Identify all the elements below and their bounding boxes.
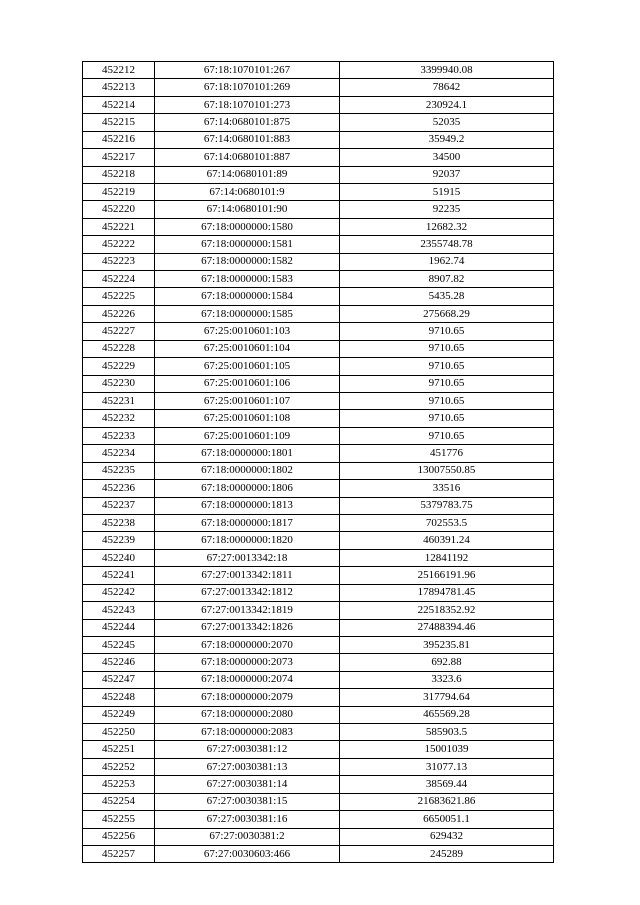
value-cell: 629432 bbox=[340, 828, 554, 845]
value-cell: 1962.74 bbox=[340, 253, 554, 270]
cadastral-number-cell: 67:14:0680101:887 bbox=[155, 149, 340, 166]
table-row bbox=[83, 654, 554, 671]
cadastral-number-cell: 67:18:0000000:2083 bbox=[155, 724, 340, 741]
row-number-cell: 452257 bbox=[83, 845, 155, 862]
row-number-cell: 452227 bbox=[83, 323, 155, 340]
cadastral-number-cell: 67:25:0010601:104 bbox=[155, 340, 340, 357]
value-cell: 465569.28 bbox=[340, 706, 554, 723]
cadastral-number-cell: 67:27:0030381:15 bbox=[155, 793, 340, 810]
cadastral-number-cell: 67:27:0013342:1819 bbox=[155, 602, 340, 619]
row-number-cell: 452250 bbox=[83, 724, 155, 741]
table-row bbox=[83, 724, 554, 741]
value-cell: 3399940.08 bbox=[340, 62, 554, 79]
table-row bbox=[83, 340, 554, 357]
row-number-cell: 452221 bbox=[83, 218, 155, 235]
cadastral-number-cell: 67:18:0000000:1582 bbox=[155, 253, 340, 270]
table-row bbox=[83, 811, 554, 828]
table-row bbox=[83, 636, 554, 653]
value-cell: 13007550.85 bbox=[340, 462, 554, 479]
table-row bbox=[83, 149, 554, 166]
row-number-cell: 452220 bbox=[83, 201, 155, 218]
value-cell: 8907.82 bbox=[340, 271, 554, 288]
cadastral-number-cell: 67:18:0000000:1584 bbox=[155, 288, 340, 305]
cadastral-number-cell: 67:27:0013342:18 bbox=[155, 549, 340, 566]
cadastral-number-cell: 67:18:0000000:1813 bbox=[155, 497, 340, 514]
table-row bbox=[83, 584, 554, 601]
row-number-cell: 452242 bbox=[83, 584, 155, 601]
value-cell: 51915 bbox=[340, 183, 554, 200]
value-cell: 317794.64 bbox=[340, 689, 554, 706]
cadastral-number-cell: 67:27:0030381:14 bbox=[155, 776, 340, 793]
row-number-cell: 452228 bbox=[83, 340, 155, 357]
table-row bbox=[83, 166, 554, 183]
row-number-cell: 452233 bbox=[83, 427, 155, 444]
row-number-cell: 452218 bbox=[83, 166, 155, 183]
row-number-cell: 452252 bbox=[83, 758, 155, 775]
table-row bbox=[83, 462, 554, 479]
value-cell: 460391.24 bbox=[340, 532, 554, 549]
row-number-cell: 452230 bbox=[83, 375, 155, 392]
value-cell: 31077.13 bbox=[340, 758, 554, 775]
cadastral-number-cell: 67:18:0000000:1806 bbox=[155, 480, 340, 497]
row-number-cell: 452239 bbox=[83, 532, 155, 549]
table-row bbox=[83, 183, 554, 200]
value-cell: 692.88 bbox=[340, 654, 554, 671]
row-number-cell: 452213 bbox=[83, 79, 155, 96]
row-number-cell: 452224 bbox=[83, 271, 155, 288]
value-cell: 275668.29 bbox=[340, 305, 554, 322]
cadastral-number-cell: 67:25:0010601:105 bbox=[155, 358, 340, 375]
cadastral-number-cell: 67:27:0030381:13 bbox=[155, 758, 340, 775]
row-number-cell: 452255 bbox=[83, 811, 155, 828]
row-number-cell: 452226 bbox=[83, 305, 155, 322]
cadastral-number-cell: 67:27:0030381:2 bbox=[155, 828, 340, 845]
value-cell: 33516 bbox=[340, 480, 554, 497]
table-row bbox=[83, 271, 554, 288]
value-cell: 9710.65 bbox=[340, 393, 554, 410]
value-cell: 6650051.1 bbox=[340, 811, 554, 828]
cadastral-number-cell: 67:27:0013342:1812 bbox=[155, 584, 340, 601]
row-number-cell: 452234 bbox=[83, 445, 155, 462]
row-number-cell: 452253 bbox=[83, 776, 155, 793]
cadastral-number-cell: 67:18:0000000:1580 bbox=[155, 218, 340, 235]
table-row bbox=[83, 131, 554, 148]
table-row bbox=[83, 445, 554, 462]
table-row bbox=[83, 62, 554, 79]
table-row bbox=[83, 758, 554, 775]
cadastral-number-cell: 67:18:0000000:2080 bbox=[155, 706, 340, 723]
row-number-cell: 452248 bbox=[83, 689, 155, 706]
cadastral-number-cell: 67:18:0000000:2073 bbox=[155, 654, 340, 671]
table-row bbox=[83, 706, 554, 723]
table-row bbox=[83, 480, 554, 497]
table-row bbox=[83, 671, 554, 688]
cadastral-number-cell: 67:18:0000000:1820 bbox=[155, 532, 340, 549]
table-row bbox=[83, 532, 554, 549]
cadastral-number-cell: 67:18:0000000:1801 bbox=[155, 445, 340, 462]
cadastral-number-cell: 67:18:1070101:269 bbox=[155, 79, 340, 96]
value-cell: 245289 bbox=[340, 845, 554, 862]
value-cell: 21683621.86 bbox=[340, 793, 554, 810]
value-cell: 92235 bbox=[340, 201, 554, 218]
cadastral-number-cell: 67:14:0680101:875 bbox=[155, 114, 340, 131]
row-number-cell: 452215 bbox=[83, 114, 155, 131]
cadastral-number-cell: 67:27:0030381:16 bbox=[155, 811, 340, 828]
table-row bbox=[83, 828, 554, 845]
cadastral-number-cell: 67:18:0000000:1585 bbox=[155, 305, 340, 322]
table-row bbox=[83, 410, 554, 427]
cadastral-number-cell: 67:18:0000000:1583 bbox=[155, 271, 340, 288]
row-number-cell: 452243 bbox=[83, 602, 155, 619]
row-number-cell: 452251 bbox=[83, 741, 155, 758]
cadastral-number-cell: 67:25:0010601:108 bbox=[155, 410, 340, 427]
cadastral-number-cell: 67:14:0680101:89 bbox=[155, 166, 340, 183]
row-number-cell: 452219 bbox=[83, 183, 155, 200]
row-number-cell: 452241 bbox=[83, 567, 155, 584]
row-number-cell: 452256 bbox=[83, 828, 155, 845]
cadastral-number-cell: 67:14:0680101:90 bbox=[155, 201, 340, 218]
row-number-cell: 452238 bbox=[83, 514, 155, 531]
row-number-cell: 452231 bbox=[83, 393, 155, 410]
table-row bbox=[83, 393, 554, 410]
table-row bbox=[83, 427, 554, 444]
table-row bbox=[83, 114, 554, 131]
table-row bbox=[83, 253, 554, 270]
cadastral-number-cell: 67:18:0000000:1802 bbox=[155, 462, 340, 479]
value-cell: 38569.44 bbox=[340, 776, 554, 793]
table-row bbox=[83, 741, 554, 758]
row-number-cell: 452244 bbox=[83, 619, 155, 636]
cadastral-number-cell: 67:18:0000000:1817 bbox=[155, 514, 340, 531]
table-row bbox=[83, 236, 554, 253]
table-row bbox=[83, 96, 554, 113]
cadastral-number-cell: 67:18:1070101:267 bbox=[155, 62, 340, 79]
cadastral-number-cell: 67:18:0000000:2074 bbox=[155, 671, 340, 688]
value-cell: 702553.5 bbox=[340, 514, 554, 531]
cadastral-number-cell: 67:27:0013342:1811 bbox=[155, 567, 340, 584]
row-number-cell: 452240 bbox=[83, 549, 155, 566]
cadastral-number-cell: 67:25:0010601:103 bbox=[155, 323, 340, 340]
row-number-cell: 452222 bbox=[83, 236, 155, 253]
value-cell: 9710.65 bbox=[340, 410, 554, 427]
table-body bbox=[83, 62, 554, 863]
table-row bbox=[83, 549, 554, 566]
value-cell: 27488394.46 bbox=[340, 619, 554, 636]
row-number-cell: 452217 bbox=[83, 149, 155, 166]
value-cell: 12682.32 bbox=[340, 218, 554, 235]
value-cell: 12841192 bbox=[340, 549, 554, 566]
row-number-cell: 452212 bbox=[83, 62, 155, 79]
value-cell: 22518352.92 bbox=[340, 602, 554, 619]
cadastral-number-cell: 67:14:0680101:883 bbox=[155, 131, 340, 148]
row-number-cell: 452225 bbox=[83, 288, 155, 305]
value-cell: 9710.65 bbox=[340, 340, 554, 357]
row-number-cell: 452223 bbox=[83, 253, 155, 270]
cadastral-number-cell: 67:25:0010601:109 bbox=[155, 427, 340, 444]
row-number-cell: 452249 bbox=[83, 706, 155, 723]
value-cell: 35949.2 bbox=[340, 131, 554, 148]
table-row bbox=[83, 567, 554, 584]
value-cell: 9710.65 bbox=[340, 323, 554, 340]
cadastral-number-cell: 67:18:0000000:2070 bbox=[155, 636, 340, 653]
value-cell: 9710.65 bbox=[340, 358, 554, 375]
table-row bbox=[83, 602, 554, 619]
value-cell: 9710.65 bbox=[340, 375, 554, 392]
row-number-cell: 452245 bbox=[83, 636, 155, 653]
value-cell: 15001039 bbox=[340, 741, 554, 758]
value-cell: 230924.1 bbox=[340, 96, 554, 113]
value-cell: 2355748.78 bbox=[340, 236, 554, 253]
table-row bbox=[83, 375, 554, 392]
cadastral-number-cell: 67:25:0010601:107 bbox=[155, 393, 340, 410]
cadastral-number-cell: 67:27:0030603:466 bbox=[155, 845, 340, 862]
row-number-cell: 452254 bbox=[83, 793, 155, 810]
row-number-cell: 452235 bbox=[83, 462, 155, 479]
table-row bbox=[83, 514, 554, 531]
value-cell: 78642 bbox=[340, 79, 554, 96]
table-row bbox=[83, 776, 554, 793]
row-number-cell: 452236 bbox=[83, 480, 155, 497]
table-row bbox=[83, 288, 554, 305]
row-number-cell: 452229 bbox=[83, 358, 155, 375]
value-cell: 451776 bbox=[340, 445, 554, 462]
table-row bbox=[83, 218, 554, 235]
value-cell: 3323.6 bbox=[340, 671, 554, 688]
table-row bbox=[83, 793, 554, 810]
value-cell: 395235.81 bbox=[340, 636, 554, 653]
table-row bbox=[83, 497, 554, 514]
row-number-cell: 452214 bbox=[83, 96, 155, 113]
value-cell: 17894781.45 bbox=[340, 584, 554, 601]
value-cell: 34500 bbox=[340, 149, 554, 166]
cadastral-number-cell: 67:14:0680101:9 bbox=[155, 183, 340, 200]
value-cell: 5379783.75 bbox=[340, 497, 554, 514]
table-row bbox=[83, 305, 554, 322]
cadastral-number-cell: 67:27:0013342:1826 bbox=[155, 619, 340, 636]
cadastral-number-cell: 67:25:0010601:106 bbox=[155, 375, 340, 392]
table-row bbox=[83, 323, 554, 340]
table-row bbox=[83, 845, 554, 862]
data-table bbox=[82, 61, 554, 863]
row-number-cell: 452246 bbox=[83, 654, 155, 671]
cadastral-number-cell: 67:18:0000000:2079 bbox=[155, 689, 340, 706]
table-row bbox=[83, 689, 554, 706]
value-cell: 25166191.96 bbox=[340, 567, 554, 584]
table-row bbox=[83, 358, 554, 375]
table-row bbox=[83, 79, 554, 96]
table-row bbox=[83, 619, 554, 636]
value-cell: 5435.28 bbox=[340, 288, 554, 305]
table-row bbox=[83, 201, 554, 218]
cadastral-number-cell: 67:27:0030381:12 bbox=[155, 741, 340, 758]
value-cell: 92037 bbox=[340, 166, 554, 183]
row-number-cell: 452247 bbox=[83, 671, 155, 688]
value-cell: 9710.65 bbox=[340, 427, 554, 444]
cadastral-number-cell: 67:18:1070101:273 bbox=[155, 96, 340, 113]
row-number-cell: 452232 bbox=[83, 410, 155, 427]
row-number-cell: 452237 bbox=[83, 497, 155, 514]
value-cell: 585903.5 bbox=[340, 724, 554, 741]
row-number-cell: 452216 bbox=[83, 131, 155, 148]
value-cell: 52035 bbox=[340, 114, 554, 131]
cadastral-number-cell: 67:18:0000000:1581 bbox=[155, 236, 340, 253]
